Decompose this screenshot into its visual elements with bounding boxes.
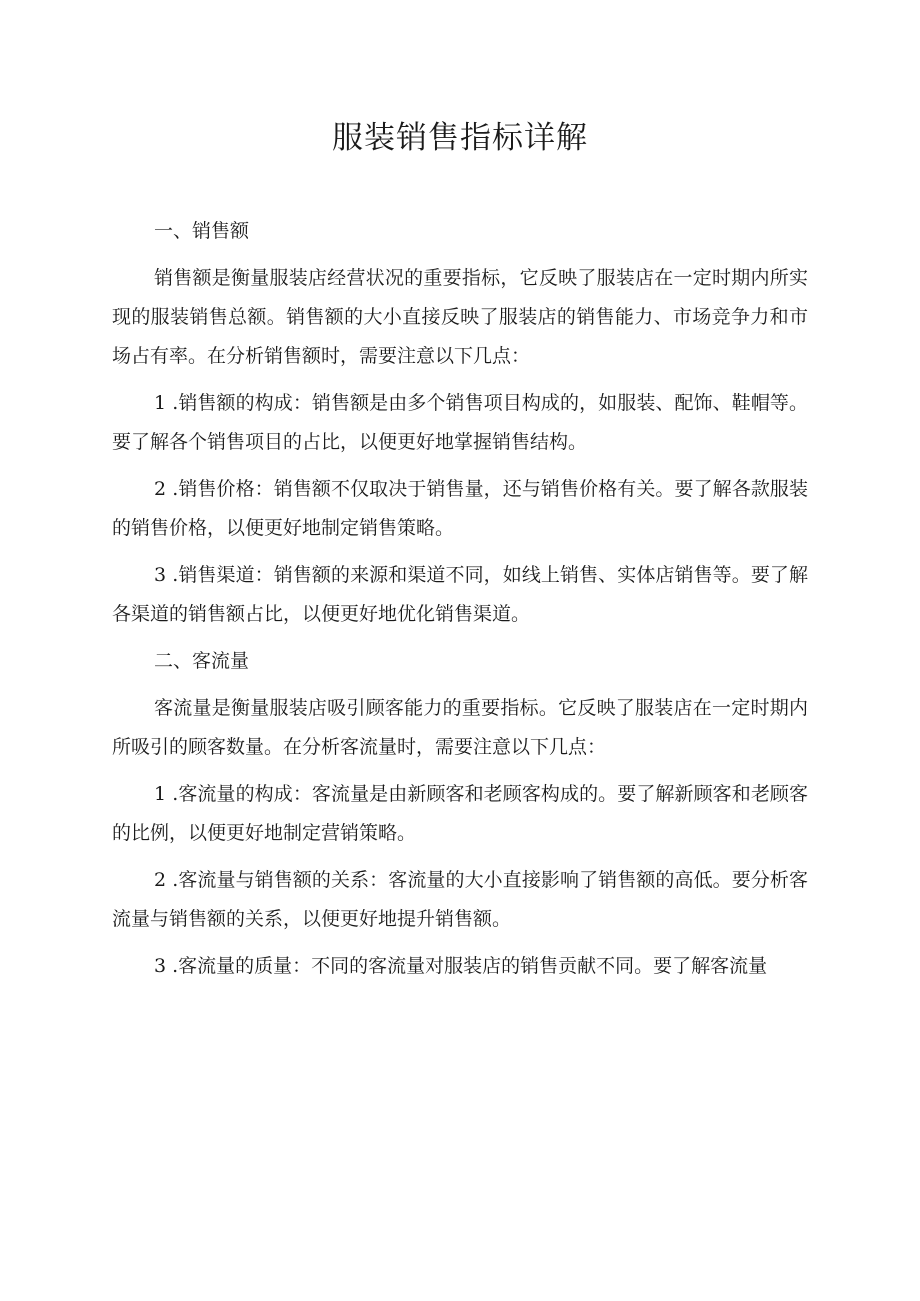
paragraph-traffic-point-1: 1 .客流量的构成：客流量是由新顾客和老顾客构成的。要了解新顾客和老顾客的比例，以便更好地制定营销策略。	[112, 783, 808, 844]
document-body	[112, 212, 808, 994]
paragraph-traffic-point-2: 2 .客流量与销售额的关系：客流量的大小直接影响了销售额的高低。要分析客流量与销售额的关系，以便更好地提升销售额。	[112, 869, 808, 930]
paragraph-sales-intro: 销售额是衡量服装店经营状况的重要指标，它反映了服装店在一定时期内所实现的服装销售总额。销售额的大小直接反映了服装店的销售能力、市场竞争力和市场占有率。在分析销售额时，需要注意以下几点：	[112, 267, 808, 367]
paragraph-traffic-point-3: 3 .客流量的质量：不同的客流量对服装店的销售贡献不同。要了解客流量	[154, 955, 768, 977]
section-heading-traffic: 二、客流量	[154, 650, 250, 672]
paragraph-sales-point-1: 1 .销售额的构成：销售额是由多个销售项目构成的，如服装、配饰、鞋帽等。要了解各个销售项目的占比，以便更好地掌握销售结构。	[112, 392, 808, 453]
document-title: 服装销售指标详解	[332, 120, 588, 156]
paragraph-traffic-intro: 客流量是衡量服装店吸引顾客能力的重要指标。它反映了服装店在一定时期内所吸引的顾客数量。在分析客流量时，需要注意以下几点：	[112, 697, 808, 758]
section-heading-sales: 一、销售额	[154, 220, 250, 242]
paragraph-sales-point-3: 3 .销售渠道：销售额的来源和渠道不同，如线上销售、实体店销售等。要了解各渠道的销售额占比，以便更好地优化销售渠道。	[112, 564, 808, 625]
paragraph-sales-point-2: 2 .销售价格：销售额不仅取决于销售量，还与销售价格有关。要了解各款服装的销售价格，以便更好地制定销售策略。	[112, 478, 808, 539]
